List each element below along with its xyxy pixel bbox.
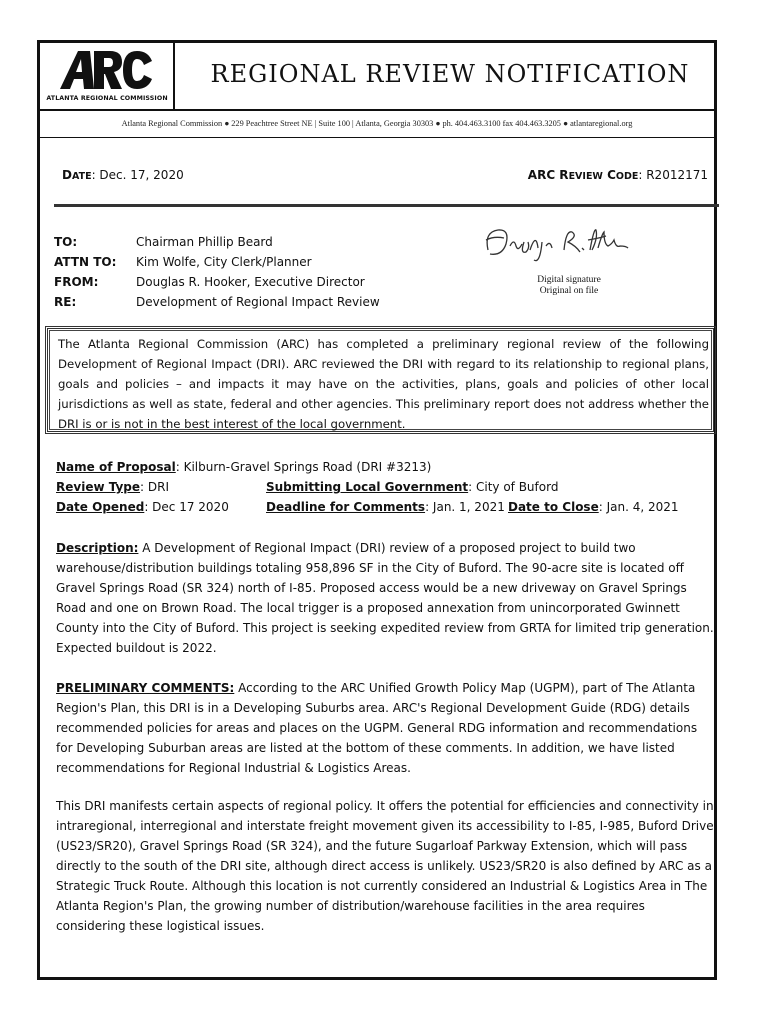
signature-caption: Digital signature Original on file xyxy=(537,275,601,296)
date-value: : Dec. 17, 2020 xyxy=(91,168,184,182)
address-line: Atlanta Regional Commission ● 229 Peachtree Street NE | Suite 100 | Atlanta, Georgia 30303 ● ph. 404.463.3100 fax 404.463.3205 ● atlantaregional.org xyxy=(121,119,633,128)
description-label: Description: xyxy=(56,541,139,555)
review-code-value: : R2012171 xyxy=(638,168,708,182)
description-paragraph: Description: A Development of Regional Impact (DRI) review of a proposed project to build two warehouse/distribution buildings totaling 958,896 SF in the City of Buford. The 90-acre site is located off Gravel Springs Road (SR 324) north of I-85. Proposed access would be a new driveway on Gravel Springs Road and one on Brown Road. The local trigger is a proposed annexation from unincorporated Gwinnett County into the City of Buford. This project is seeking expedited review from GRTA for limited trip generation. Expected buildout is 2022. xyxy=(56,541,714,655)
page-title: REGIONAL REVIEW NOTIFICATION xyxy=(210,60,690,88)
date-opened: Date Opened: Dec 17 2020 xyxy=(56,500,229,514)
divider xyxy=(54,204,719,207)
arc-logo xyxy=(40,43,175,109)
comments-label: PRELIMINARY COMMENTS: xyxy=(56,681,235,695)
logo-caption: ATLANTA REGIONAL COMMISSION xyxy=(46,95,168,102)
intro-text: The Atlanta Regional Commission (ARC) has completed a preliminary regional review of the following Development of Regional Impact (DRI). ARC reviewed the DRI with regard to its relationship to regional plans, goals and policies – and impacts it may have on the activities, plans, goals and policies of other local jurisdictions as well as state, federal and other agencies. This preliminary report does not address whether the DRI is or is not in the best interest of the local government. xyxy=(58,337,709,431)
memo-to: TO: Chairman Phillip Beard xyxy=(54,235,273,249)
document-frame xyxy=(37,40,717,980)
review-code-field: ARC REVIEW CODE: R2012171 xyxy=(527,168,708,182)
date-field: DATE: Dec. 17, 2020 xyxy=(62,168,184,182)
review-type: Review Type: DRI xyxy=(56,480,170,494)
memo-re: RE: Development of Regional Impact Review xyxy=(54,295,380,309)
header xyxy=(40,43,714,111)
signature-image xyxy=(480,220,630,266)
divider xyxy=(40,137,714,138)
date-to-close: Date to Close: Jan. 4, 2021 xyxy=(508,500,679,514)
comments-paragraph: PRELIMINARY COMMENTS: According to the ARC Unified Growth Policy Map (UGPM), part of The Atlanta Region's Plan, this DRI is in a Developing Suburbs area. ARC's Regional Development Guide (RDG) details recommended policies for areas and places on the UGPM. General RDG information and recommendations for Developing Suburban areas are listed at the bottom of these comments. In addition, we have listed recommendations for Regional Industrial & Logistics Areas. xyxy=(56,681,698,775)
intro-box xyxy=(45,326,716,434)
policy-paragraph: This DRI manifests certain aspects of regional policy. It offers the potential for efficiencies and connectivity in intraregional, interregional and interstate freight movement given its accessibility to I-85, I-985, Buford Drive (US23/SR20), Gravel Springs Road (SR 324), and the future Sugarloaf Parkway Extension, which will pass directly to the south of the DRI site, although direct access is unlikely. US23/SR20 is also defined by ARC as a Strategic Truck Route. Although this location is not currently considered an Industrial & Logistics Area in The Atlanta Region's Plan, the growing number of distribution/warehouse facilities in the area requires considering these logistical issues. xyxy=(56,799,714,933)
submitting-government: Submitting Local Government: City of Buford xyxy=(266,480,559,494)
memo-attn: ATTN TO: Kim Wolfe, City Clerk/Planner xyxy=(54,255,312,269)
memo-from: FROM: Douglas R. Hooker, Executive Director xyxy=(54,275,365,289)
deadline-for-comments: Deadline for Comments: Jan. 1, 2021 xyxy=(266,500,505,514)
memo-block xyxy=(54,232,380,312)
arc-logo-icon xyxy=(58,49,154,91)
proposal-name: Name of Proposal: Kilburn-Gravel Springs Road (DRI #3213) xyxy=(56,460,432,474)
